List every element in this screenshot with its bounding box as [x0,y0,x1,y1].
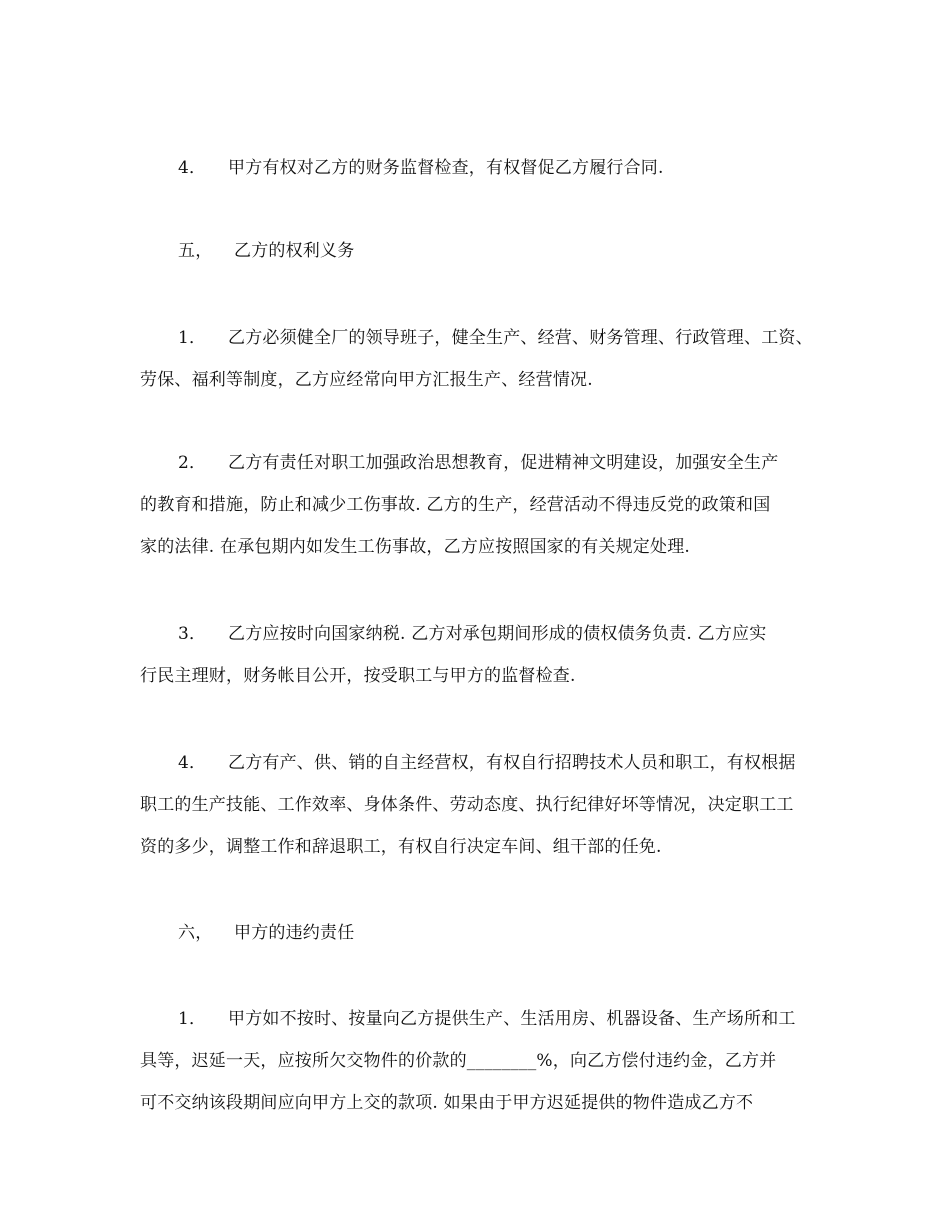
item-number: 2． [178,453,207,473]
paragraph-text: 乙方必须健全厂的领导班子，健全生产、经营、财务管理、行政管理、工资、 [228,328,813,348]
paragraph-text: 资的多少，调整工作和辞退职工，有权自行决定车间、组干部的任免. [140,837,662,857]
section-heading-5 [178,240,858,262]
paragraph-yi-item-4-line-1 [178,752,858,774]
section-number: 六， [178,923,213,943]
paragraph-jia-breach-item-1-line-2 [140,1050,820,1072]
item-number: 1． [178,328,207,348]
paragraph-yi-item-4-line-3 [140,836,820,858]
paragraph-yi-item-2-line-2 [140,494,820,516]
paragraph-yi-item-4-line-2 [140,794,820,816]
paragraph-jia-breach-item-1-line-3 [140,1092,820,1114]
paragraph-text: 乙方有责任对职工加强政治思想教育，促进精神文明建设，加强安全生产 [228,453,779,473]
paragraph-text: 的教育和措施，防止和减少工伤事故. 乙方的生产，经营活动不得违反党的政策和国 [140,495,771,515]
paragraph-text: 甲方如不按时、按量向乙方提供生产、生活用房、机器设备、生产场所和工 [228,1009,796,1029]
paragraph-yi-item-2-line-1 [178,452,858,474]
paragraph-text: 具等，迟延一天，应按所欠交物件的价款的________%，向乙方偿付违约金，乙方并 [140,1051,777,1071]
paragraph-text: 乙方应按时向国家纳税. 乙方对承包期间形成的债权债务负责. 乙方应实 [228,624,767,644]
paragraph-yi-item-3-line-1 [178,623,858,645]
item-number: 1． [178,1009,207,1029]
paragraph-jia-item-4 [178,157,858,179]
paragraph-yi-item-2-line-3 [140,536,820,558]
paragraph-text: 家的法律. 在承包期内如发生工伤事故，乙方应按照国家的有关规定处理. [140,537,691,557]
item-number: 3． [178,624,207,644]
paragraph-jia-breach-item-1-line-1 [178,1008,858,1030]
paragraph-yi-item-1-line-2 [140,369,820,391]
section-title: 甲方的违约责任 [234,923,355,943]
item-number: 4． [178,753,207,773]
paragraph-text: 劳保、福利等制度，乙方应经常向甲方汇报生产、经营情况. [140,370,593,390]
paragraph-text: 职工的生产技能、工作效率、身体条件、劳动态度、执行纪律好坏等情况，决定职工工 [140,795,794,815]
paragraph-yi-item-1-line-1 [178,327,858,349]
section-number: 五， [178,241,213,261]
paragraph-text: 行民主理财，财务帐目公开，按受职工与甲方的监督检查. [140,666,576,686]
paragraph-text: 甲方有权对乙方的财务监督检查，有权督促乙方履行合同. [228,158,664,178]
section-heading-6 [178,922,858,944]
paragraph-yi-item-3-line-2 [140,665,820,687]
item-number: 4． [178,158,207,178]
section-title: 乙方的权利义务 [234,241,355,261]
paragraph-text: 乙方有产、供、销的自主经营权，有权自行招聘技术人员和职工，有权根据 [228,753,796,773]
paragraph-text: 可不交纳该段期间应向甲方上交的款项. 如果由于甲方迟延提供的物件造成乙方不 [140,1093,754,1113]
